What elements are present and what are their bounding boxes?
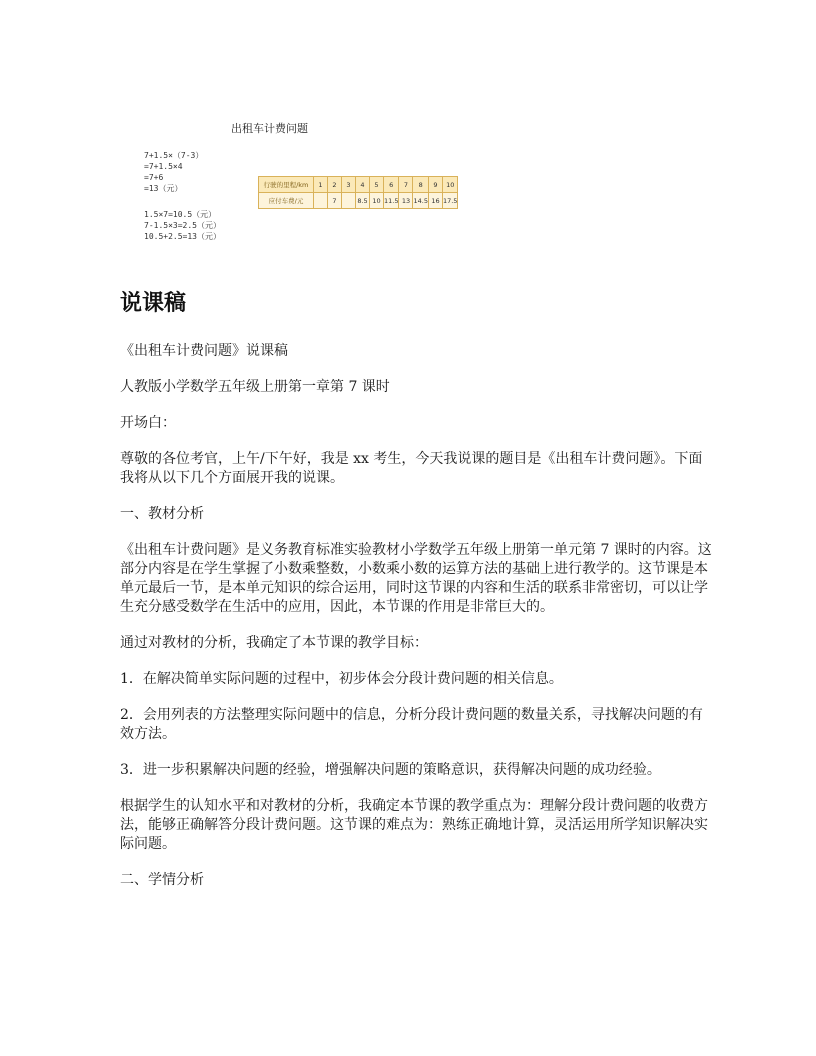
table-cell: 7 xyxy=(399,177,413,193)
paragraph: 尊敬的各位考官，上午/下午好，我是 xx 考生，今天我说课的题目是《出租车计费问题》。下面我将从以下几个方面展开我的说课。 xyxy=(120,451,703,486)
table-cell: 17.5 xyxy=(442,193,457,209)
section-heading: 一、教材分析 xyxy=(120,506,204,522)
table-cell xyxy=(342,193,356,209)
table-cell: 9 xyxy=(428,177,442,193)
paragraph: 《出租车计费问题》是义务教育标准实验教材小学数学五年级上册第一单元第 7 课时的内容。这部分内容是在学生掌握了小数乘整数，小数乘小数的运算方法的基础上进行教学的。这节课是本单元最后一节，是本单元知识的综合运用，同时这节课的内容和生活的联系非常密切，可以让学生充分感受数学在生活中的应用，因此，本节课的作用是非常巨大的。 xyxy=(120,542,712,615)
table-cell: 3 xyxy=(342,177,356,193)
row-header: 行驶的里程/km xyxy=(259,177,314,193)
table-cell: 2 xyxy=(328,177,342,193)
table-cell: 16 xyxy=(428,193,442,209)
table-cell: 4 xyxy=(356,177,370,193)
table-cell: 13 xyxy=(399,193,413,209)
calc-line: 10.5+2.5=13（元） xyxy=(144,232,221,241)
table-cell xyxy=(314,193,328,209)
calc-line: 7-1.5×3=2.5（元） xyxy=(144,221,221,230)
document-body xyxy=(120,342,712,907)
figure-title: 出租车计费问题 xyxy=(231,122,308,135)
table-cell: 5 xyxy=(370,177,384,193)
list-item: 2．会用列表的方法整理实际问题中的信息，分析分段计费问题的数量关系，寻找解决问题的有效方法。 xyxy=(120,707,703,742)
table-cell: 7 xyxy=(328,193,342,209)
table-cell: 8.5 xyxy=(356,193,370,209)
section-heading: 二、学情分析 xyxy=(120,872,204,888)
table-cell: 10 xyxy=(370,193,384,209)
calc-line: 1.5×7=10.5（元） xyxy=(144,210,217,219)
calculation-block-1 xyxy=(144,150,203,194)
calc-line: =7+6 xyxy=(144,173,164,182)
table-row-fare xyxy=(259,193,458,209)
calc-line: =7+1.5×4 xyxy=(144,162,183,171)
calculation-block-2 xyxy=(144,209,221,242)
table-cell: 6 xyxy=(384,177,399,193)
section-label: 开场白： xyxy=(120,415,176,431)
course-info: 人教版小学数学五年级上册第一章第 7 课时 xyxy=(120,379,390,395)
paragraph: 根据学生的认知水平和对教材的分析，我确定本节课的教学重点为：理解分段计费问题的收费方法，能够正确解答分段计费问题。这节课的难点为：熟练正确地计算，灵活运用所学知识解决实际问题。 xyxy=(120,798,708,852)
table-row-mileage xyxy=(259,177,458,193)
calc-line: 7+1.5×（7-3） xyxy=(144,151,204,160)
paragraph: 通过对教材的分析，我确定了本节课的教学目标： xyxy=(120,635,428,651)
table-cell: 1 xyxy=(314,177,328,193)
row-header: 应付车费/元 xyxy=(259,193,314,209)
calc-line: =13（元） xyxy=(144,184,183,193)
table-cell: 8 xyxy=(413,177,428,193)
list-item: 3．进一步积累解决问题的经验，增强解决问题的策略意识，获得解决问题的成功经验。 xyxy=(120,762,661,778)
document-heading: 说课稿 xyxy=(120,291,187,316)
table-cell: 10 xyxy=(442,177,457,193)
table-cell: 14.5 xyxy=(413,193,428,209)
fare-table xyxy=(258,176,458,209)
doc-title: 《出租车计费问题》说课稿 xyxy=(120,343,288,359)
table-cell: 11.5 xyxy=(384,193,399,209)
list-item: 1．在解决简单实际问题的过程中，初步体会分段计费问题的相关信息。 xyxy=(120,671,563,687)
taxi-fare-figure xyxy=(140,118,460,246)
